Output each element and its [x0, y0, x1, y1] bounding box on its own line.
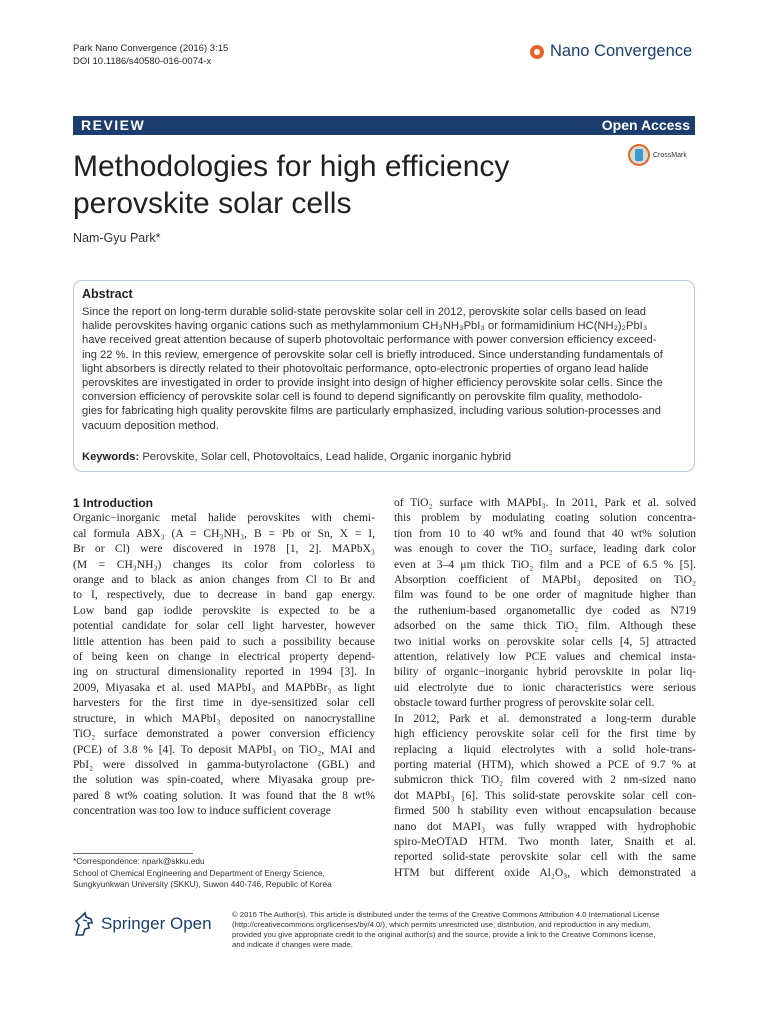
body-text-line: cal formula ABX₃ (A = CH₃NH₃, B = Pb or Sn, X = I, [73, 527, 375, 540]
open-access-label: Open Access [601, 117, 690, 133]
keywords-line [82, 451, 511, 463]
abstract-box [73, 280, 695, 472]
body-text-line: bility of organic−inorganic hybrid perovskite in polar liq- [394, 666, 696, 679]
title-line: perovskite solar cells [73, 187, 352, 220]
section-heading: 1 Introduction [73, 496, 153, 510]
abstract-line: Since the report on long-term durable solid-state perovskite solar cell in 2012, perovskite solar cells based on lead [82, 306, 647, 318]
abstract-line: gies for fabricating high quality perovskite films are particularly emphasized, including various solution-processes and [82, 405, 661, 418]
correspondence-footnote [73, 856, 332, 891]
body-text-line: adsorbed on the same thick TiO₂ film. Although these [394, 620, 696, 633]
body-text-line: the ruthenium-based organometallic dye coded as N719 [394, 604, 696, 617]
body-text-line: TiO₂ surface demonstrated a power conversion efficiency [73, 728, 375, 741]
body-text-line: firmed 500 h stability even without encapsulation because [394, 805, 696, 818]
footnote-line: School of Chemical Engineering and Department of Energy Science, [73, 867, 325, 878]
doi-line: DOI 10.1186/s40580-016-0074-x [73, 56, 212, 67]
footnote-line: Sungkyunkwan University (SKKU), Suwon 440-746, Republic of Korea [73, 879, 332, 889]
abstract-heading: Abstract [82, 287, 133, 301]
abstract-line: perovskites are investigated in order to provide insight into design of higher efficiency perovskite solar cells. Since the [82, 377, 663, 390]
publisher-name: Springer Open [101, 914, 212, 933]
body-text-line: (M = CH₃NH₃) changes its color from colorless to [73, 558, 375, 571]
body-text-line: harvesters for the first time in dye-sensitized solar cell [73, 697, 375, 710]
keywords-list: Perovskite, Solar cell, Photovoltaics, Lead halide, Organic inorganic hybrid [142, 451, 512, 463]
publisher-brand[interactable] [73, 911, 212, 937]
body-text-line: even at 3–4 μm thick TiO₂ film and a PCE of 6.5 % [5]. [394, 558, 696, 571]
author-name[interactable]: Nam-Gyu Park* [73, 231, 161, 245]
body-text-line: orange and to black as anion changes from Cl to Br and [73, 574, 375, 587]
footnote-line: *Correspondence: npark@skku.edu [73, 856, 205, 866]
article-type-label: REVIEW [81, 117, 146, 133]
footnote-divider [73, 853, 193, 854]
body-text-line: spiro-MeOTAD HTM. Two month later, Snaith et al. [394, 835, 696, 848]
body-text-line: Br or Cl) were discovered in 1978 [1, 2]. MAPbX₃ [73, 543, 375, 556]
license-notice [232, 910, 660, 950]
body-text-line: pared 8 wt% coating solution. It was found that the 8 wt% [73, 789, 375, 802]
body-text-line: nano dot MAPI₃ was fully wrapped with hydrophobic [394, 820, 696, 833]
body-text-line: was enough to cover the TiO₂ surface, leading dark color [394, 543, 696, 556]
abstract-line: halide perovskites having organic cations such as methylammonium CH₃NH₃PbI₃ or formamidinium HC(NH₂)₂PbI₃ [82, 320, 648, 333]
citation-line: Park Nano Convergence (2016) 3:15 [73, 43, 229, 54]
body-text-line: the solution was spin-coated, where Miyasaka group pre- [73, 774, 375, 787]
body-text-line: uid electrolyte due to ionic characteristics were serious [394, 681, 696, 694]
article-type-banner [73, 116, 695, 135]
abstract-line: ing 22 %. In this review, emergence of perovskite solar cell is briefly introduced. Since understanding fundamentals of [82, 348, 663, 361]
body-text-line: dot MAPbI₃ [6]. This solid-state perovskite solar cell con- [394, 789, 696, 802]
keywords-label: Keywords: [82, 451, 140, 463]
journal-brand[interactable] [530, 42, 692, 61]
body-text-line: reported solid-state perovskite solar cell with the same [394, 851, 696, 864]
abstract-line: vacuum deposition method. [82, 419, 219, 432]
crossmark-label: CrossMark [653, 151, 687, 159]
abstract-line: have received great attention because of superb photovoltaic performance with power conversion efficiency exceed- [82, 334, 657, 347]
body-text-line: PbI₂ were dissolved in gamma-butyrolactone (GBL) and [73, 758, 375, 771]
body-text-line: replacing a liquid electrolytes with a solid hole-trans- [394, 743, 696, 756]
body-text-line: this problem by modulating coating solution concentra- [394, 512, 696, 525]
license-line: and indicate if changes were made. [232, 940, 353, 949]
crossmark-badge[interactable] [628, 144, 687, 166]
right-column-text [394, 496, 696, 881]
body-text-line: high efficiency perovskite solar cell for the first time by [394, 728, 696, 741]
left-column-text [73, 511, 375, 819]
body-text-line: little attention has been paid to such a possibility because [73, 635, 375, 648]
body-text-line: Low band gap iodide perovskite is expected to be a [73, 604, 375, 617]
body-text-line: to I, respectively, due to decrease in band gap energy. [73, 589, 375, 602]
body-text-line: obstacle toward further progress of perovskite solar cell. [394, 697, 655, 710]
body-text-line: two initial works on perovskite solar cells [4, 5] attracted [394, 635, 696, 648]
body-text-line: porting material (HTM), which showed a PCE of 9.7 % at [394, 758, 696, 771]
body-text-line: concentration was too low to induce sufficient coverage [73, 805, 331, 818]
article-title [73, 148, 593, 222]
body-text-line: of TiO₂ surface with MAPbI₃. In 2011, Park et al. solved [394, 497, 696, 509]
body-column-left [73, 496, 375, 820]
journal-logo-icon [530, 45, 544, 59]
abstract-body [82, 305, 688, 433]
body-text-line: of being keen on change in electrical property depend- [73, 651, 375, 664]
body-text-line: structure, in which MAPbI₃ deposited on nanocrystalline [73, 712, 375, 725]
license-line: provided you give appropriate credit to the original author(s) and the source, provide a link to the Creative Commons license, [232, 930, 656, 939]
abstract-line: conversion efficiency of perovskite solar cell is found to depend significantly on perovskite film quality, methodolo- [82, 391, 643, 404]
journal-name: Nano Convergence [550, 42, 693, 60]
body-text-line: film was found to be one order of magnitude higher than [394, 589, 696, 602]
article-citation [73, 42, 228, 68]
body-text-line: attention, relatively low PCE values and chemical insta- [394, 651, 696, 664]
body-text-line: Organic−inorganic metal halide perovskites with chemi- [73, 512, 375, 525]
body-text-line: tion from 10 to 40 wt% and found that 40 wt% solution [394, 527, 696, 540]
body-text-line: potential candidate for solar cell light harvester, however [73, 620, 375, 633]
body-text-line: Absorption coefficient of MAPbI₃ deposited on TiO₂ [394, 574, 696, 587]
license-line[interactable]: (http://creativecommons.org/licenses/by/4.0/), which permits unrestricted use, distribution, and reproduction in any medium, [232, 920, 651, 929]
body-text-line: (PCE) of 3.8 % [4]. To deposit MAPbI₃ on TiO₂, MAI and [73, 743, 375, 756]
body-text-line: 2009, Miyasaka et al. used MAPbI₃ and MAPbBr₃ as light [73, 681, 375, 694]
body-text-line: submicron thick TiO₂ film covered with 2 nm-sized nano [394, 774, 696, 787]
body-column-right [394, 496, 696, 881]
body-text-line: ing on structural dimensionality reported in 1994 [3]. In [73, 666, 375, 679]
title-line: Methodologies for high efficiency [73, 150, 510, 183]
springer-horse-icon [73, 911, 95, 937]
body-text-line: In 2012, Park et al. demonstrated a long-term durable [394, 712, 696, 725]
crossmark-icon [628, 144, 650, 166]
body-text-line: HTM but different oxide Al₂O₃, which demonstrated a [394, 866, 696, 879]
abstract-line: light absorbers is directly related to their photovoltaic performance, opto-electronic properties of organo lead halide [82, 362, 649, 375]
license-line: © 2016 The Author(s). This article is distributed under the terms of the Creative Commons Attribution 4.0 International License [232, 910, 660, 919]
